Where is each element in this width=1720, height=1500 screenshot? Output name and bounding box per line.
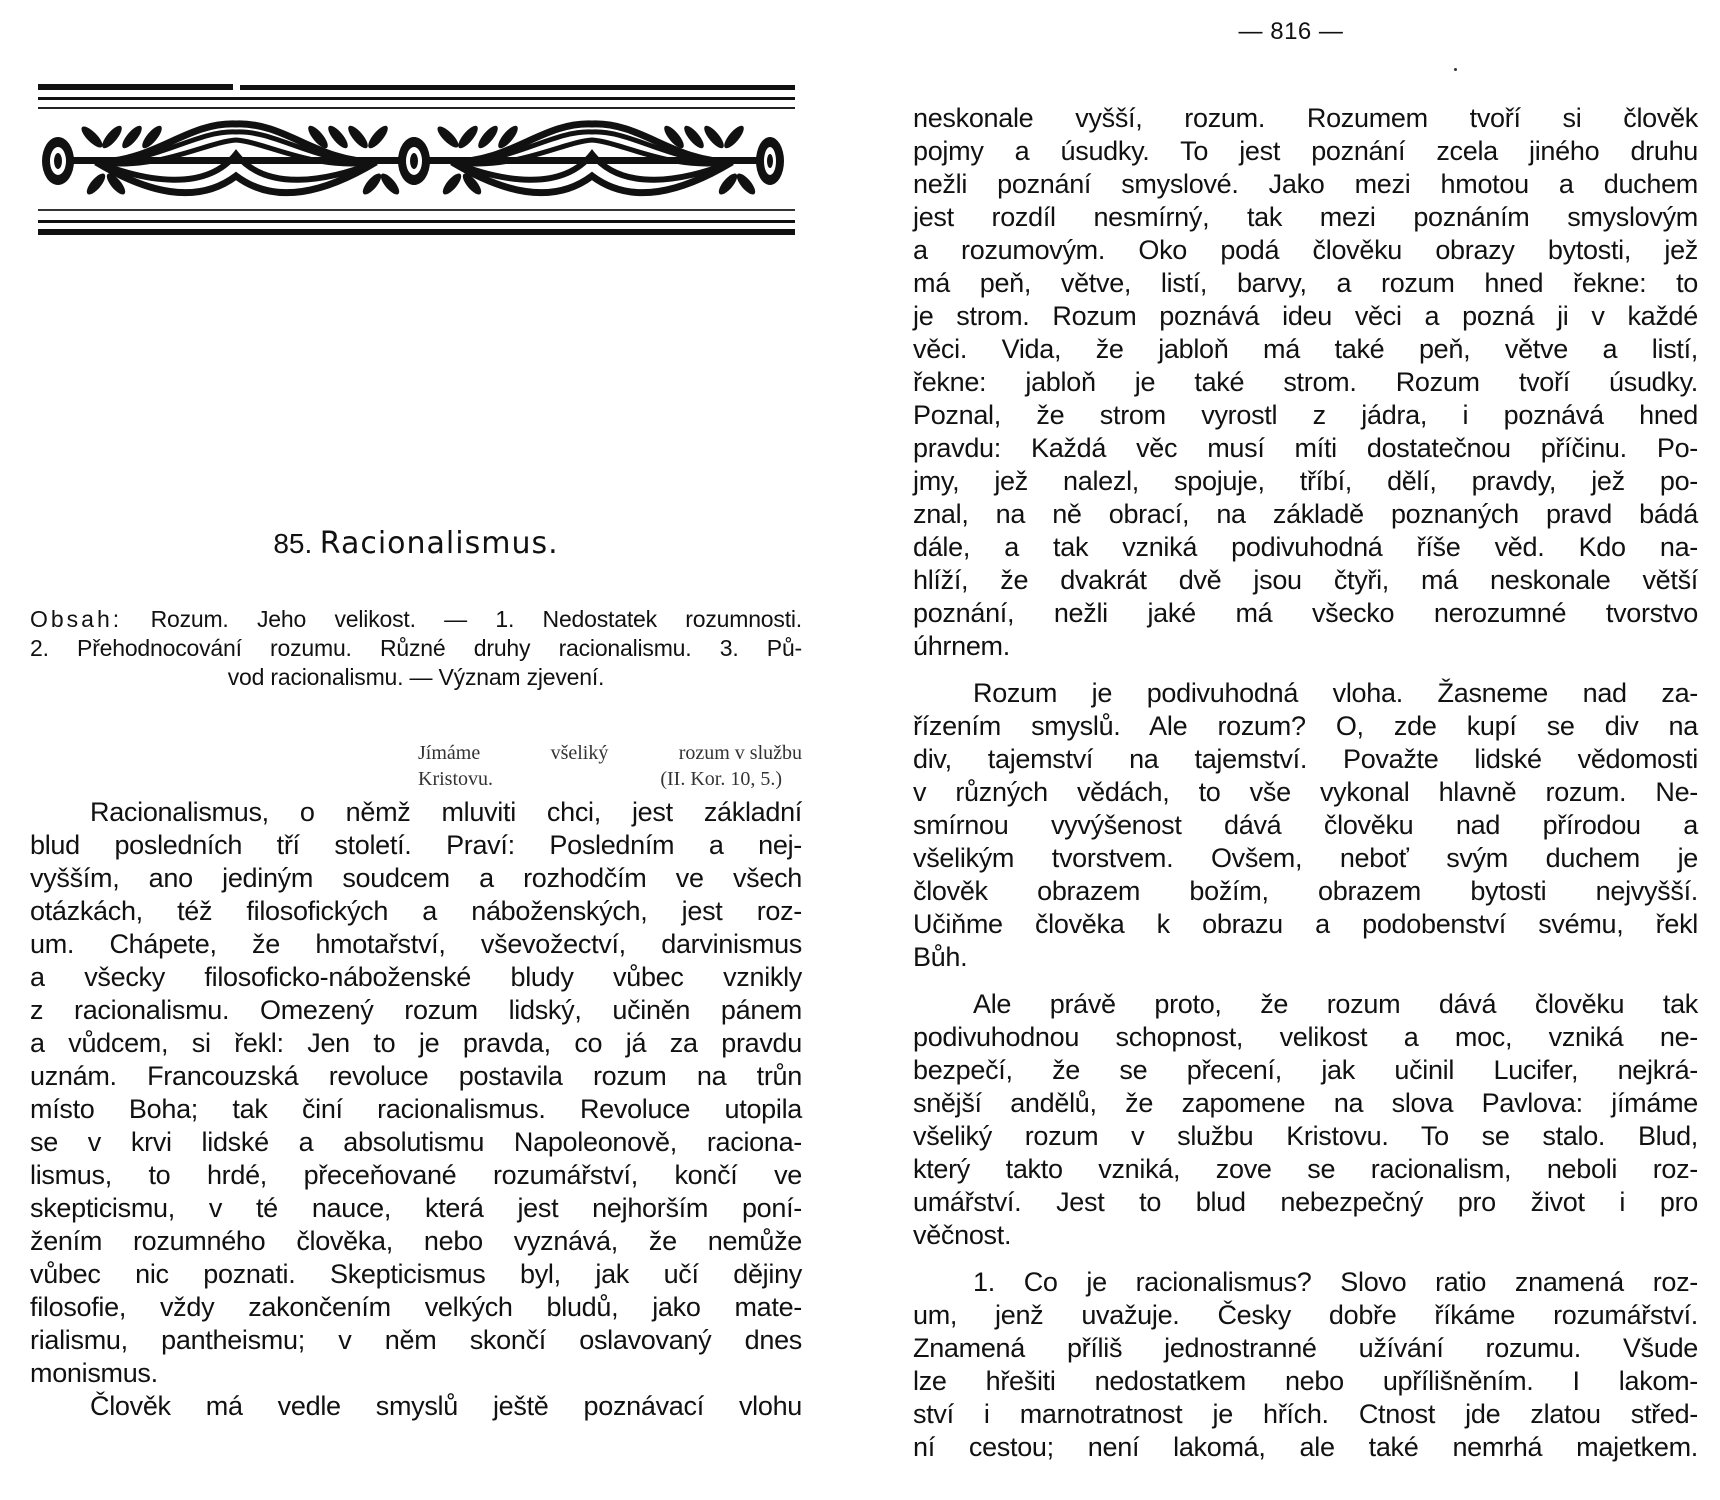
- text-line: podivuhodnou schopnost, velikost a moc, vzniká ne-: [913, 1022, 1698, 1052]
- text-line: věčnost.: [913, 1220, 1012, 1250]
- epigraph-line: Jímáme všeliký rozum v službu: [418, 742, 802, 764]
- text-line: Ale právě proto, že rozum dává člověku tak: [973, 989, 1698, 1019]
- text-line: věci. Vida, že jabloň má také peň, větve a listí,: [913, 334, 1698, 364]
- text-line: v různých vědách, to vše vykonal hlavně rozum. Ne-: [913, 777, 1698, 807]
- chapter-name: Racionalismus.: [319, 526, 559, 561]
- text-line: umářství. Jest to blud nebezpečný pro život i pro: [913, 1187, 1698, 1217]
- summary-label: Obsah:: [30, 606, 123, 632]
- text-line: monismus.: [30, 1358, 158, 1388]
- text-line: ní cestou; není lakomá, ale také nemrhá majetkem.: [913, 1432, 1698, 1462]
- text-line: dále, a tak vzniká podivuhodná říše věd. Kdo na-: [913, 532, 1698, 562]
- text-line: Poznal, že strom vyrostl z jádra, i poznává hned: [913, 400, 1698, 430]
- text-line: z racionalismu. Omezený rozum lidský, učiněn pánem: [30, 995, 802, 1025]
- text-line: hlíží, že dvakrát dvě jsou čtyři, má neskonale větší: [913, 565, 1698, 595]
- text-line: ství i marnotratnost je hřích. Ctnost jde zlatou střed-: [913, 1399, 1698, 1429]
- text-line: smírnou vyvýšenost dává člověku nad přírodou a: [913, 810, 1698, 840]
- chapter-summary: [30, 605, 802, 692]
- text-line: Člověk má vedle smyslů ještě poznávací vlohu: [90, 1391, 802, 1421]
- text-line: lze hřešiti nedostatkem nebo upřílišněním. I lakom-: [913, 1366, 1698, 1396]
- text-line: Znamená příliš jednostranné užívání rozumu. Všude: [913, 1333, 1698, 1363]
- text-line: Racionalismus, o němž mluviti chci, jest základní: [90, 797, 802, 827]
- text-line: který takto vzniká, zove se racionalism, neboli roz-: [913, 1154, 1698, 1184]
- print-speck: [1454, 68, 1457, 71]
- text-line: jmy, jež nalezl, spojuje, tříbí, dělí, pravdy, jež po-: [913, 466, 1698, 496]
- text-line: úhrnem.: [913, 631, 1010, 661]
- text-line: a všecky filosoficko-náboženské bludy vůbec vznikly: [30, 962, 802, 992]
- text-line: um, jenž uvažuje. Česky dobře říkáme rozumářství.: [913, 1300, 1698, 1330]
- text-line: skepticismu, v té nauce, která jest nejhorším poní-: [30, 1193, 802, 1223]
- text-line: pojmy a úsudky. To jest poznání zcela jiného druhu: [913, 136, 1698, 166]
- text-line: div, tajemství na tajemství. Považte lidské vědomosti: [913, 744, 1698, 774]
- text-line: bezpečí, že se přecení, jak učinil Lucifer, nejkrá-: [913, 1055, 1698, 1085]
- text-line: všeliký rozum v službu Kristovu. To se stalo. Blud,: [913, 1121, 1698, 1151]
- text-line: neskonale vyšší, rozum. Rozumem tvoří si člověk: [913, 103, 1698, 133]
- text-line: um. Chápete, že hmotařství, vševožectví, darvinismus: [30, 929, 802, 959]
- text-line: 1. Co je racionalismus? Slovo ratio znamená roz-: [973, 1267, 1698, 1297]
- paragraph: [913, 677, 1698, 974]
- left-column-body: [30, 796, 802, 1423]
- decorative-header-band: [36, 82, 798, 238]
- page-number: — 816 —: [1238, 18, 1344, 45]
- text-line: filosofie, vždy zakončením velkých bludů, jako mate-: [30, 1292, 802, 1322]
- paragraph: [913, 1266, 1698, 1464]
- paragraph: [913, 102, 1698, 663]
- text-line: řízením smyslů. Ale rozum? O, zde kupí se div na: [913, 711, 1698, 741]
- text-line: Učiňme člověka k obrazu a podobenství svému, řekl: [913, 909, 1698, 939]
- text-line: rialismu, pantheismu; v něm skončí oslavovaný dnes: [30, 1325, 802, 1355]
- text-line: jest rozdíl nesmírný, tak mezi poznáním smyslovým: [913, 202, 1698, 232]
- chapter-number: 85.: [273, 528, 313, 559]
- ornament-icon: [36, 82, 798, 238]
- text-line: lismus, to hrdé, přeceňované rozumářství, končí ve: [30, 1160, 802, 1190]
- paragraph: [913, 988, 1698, 1252]
- right-column-body: [913, 102, 1698, 1464]
- epigraph-citation: Kristovu. (II. Kor. 10, 5.): [418, 768, 782, 790]
- text-line: všelikým tvorstvem. Ovšem, neboť svým duchem je: [913, 843, 1698, 873]
- text-line: a rozumovým. Oko podá člověku obrazy bytosti, jež: [913, 235, 1698, 265]
- text-line: místo Boha; tak činí racionalismus. Revoluce utopila: [30, 1094, 802, 1124]
- text-line: Rozum je podivuhodná vloha. Žasneme nad za-: [973, 678, 1698, 708]
- text-line: má peň, větve, listí, barvy, a rozum hned řekne: to: [913, 268, 1698, 298]
- paragraph: [30, 796, 802, 1390]
- summary-line: Obsah: Rozum. Jeho velikost. — 1. Nedostatek rozumnosti.: [30, 606, 802, 632]
- text-line: otázkách, též filosofických a náboženských, jest roz-: [30, 896, 802, 926]
- summary-line: vod racionalismu. — Význam zjevení.: [227, 664, 605, 690]
- paragraph: [30, 1390, 802, 1423]
- text-line: člověk obrazem božím, obrazem bytosti nejvyšší.: [913, 876, 1698, 906]
- text-line: Bůh.: [913, 942, 968, 972]
- text-line: je strom. Rozum poznává ideu věci a pozná ji v každé: [913, 301, 1698, 331]
- summary-line: 2. Přehodnocování rozumu. Různé druhy racionalismu. 3. Pů-: [30, 635, 802, 661]
- chapter-title: [30, 526, 802, 561]
- text-line: blud posledních tří století. Praví: Posledním a nej-: [30, 830, 802, 860]
- text-line: znal, na ně obrací, na základě poznaných pravd bádá: [913, 499, 1698, 529]
- text-line: pravdu: Každá věc musí míti dostatečnou příčinu. Po-: [913, 433, 1698, 463]
- text-line: vůbec nic poznati. Skepticismus byl, jak učí dějiny: [30, 1259, 802, 1289]
- text-line: snější andělů, že zapomene na slova Pavlova: jímáme: [913, 1088, 1698, 1118]
- text-line: poznání, nežli jaké má všecko nerozumné tvorstvo: [913, 598, 1698, 628]
- text-line: se v krvi lidské a absolutismu Napoleonově, raciona-: [30, 1127, 802, 1157]
- text-line: a vůdcem, si řekl: Jen to je pravda, co já za pravdu: [30, 1028, 802, 1058]
- text-line: nežli poznání smyslové. Jako mezi hmotou a duchem: [913, 169, 1698, 199]
- text-line: uznám. Francouzská revoluce postavila rozum na trůn: [30, 1061, 802, 1091]
- text-line: vyšším, ano jediným soudcem a rozhodčím ve všech: [30, 863, 802, 893]
- text-line: žením rozumného člověka, nebo vyznává, že nemůže: [30, 1226, 802, 1256]
- epigraph: [418, 740, 802, 792]
- text-line: řekne: jabloň je také strom. Rozum tvoří úsudky.: [913, 367, 1698, 397]
